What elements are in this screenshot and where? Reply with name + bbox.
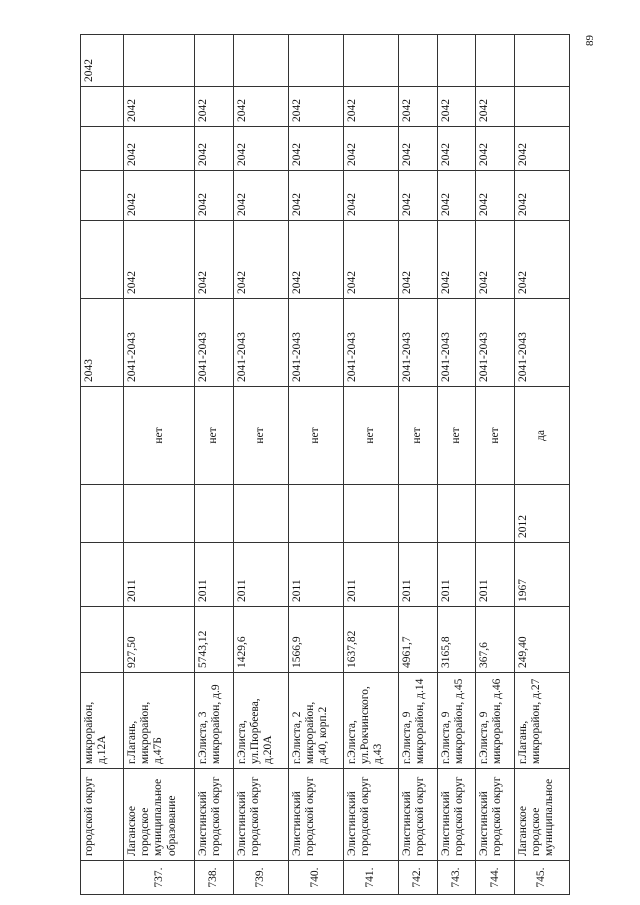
cell-c9: 2042 xyxy=(233,221,288,299)
table-row xyxy=(124,35,195,895)
cell-c11: 2042 xyxy=(437,127,476,171)
cell-address: г.Элиста, ул.Пюрбеева, д.20А xyxy=(233,673,288,769)
cell-c13 xyxy=(398,35,437,87)
cell-c12: 2042 xyxy=(195,87,234,127)
cell-c13: 2042 xyxy=(81,35,124,87)
cell-c13 xyxy=(233,35,288,87)
cell-c11: 2042 xyxy=(514,127,569,171)
cell-c12: 2042 xyxy=(343,87,398,127)
cell-period: 2041-2043 xyxy=(437,299,476,387)
cell-c10: 2042 xyxy=(288,171,343,221)
cell-period: 2041-2043 xyxy=(124,299,195,387)
cell-period: 2041-2043 xyxy=(233,299,288,387)
cell-c11: 2042 xyxy=(398,127,437,171)
cell-c9: 2042 xyxy=(437,221,476,299)
cell-c11: 2042 xyxy=(476,127,515,171)
cell-flag: нет xyxy=(124,387,195,485)
cell-square: 249,40 xyxy=(514,607,569,673)
cell-period: 2041-2043 xyxy=(514,299,569,387)
cell-year1: 2011 xyxy=(288,543,343,607)
table-row xyxy=(476,35,515,895)
cell-address: г.Элиста, 9 микрорайон, д.14 xyxy=(398,673,437,769)
cell-area: Элистинский городской округ xyxy=(437,769,476,861)
cell-c9: 2042 xyxy=(195,221,234,299)
cell-c13 xyxy=(514,35,569,87)
cell-no: 738. xyxy=(195,861,234,895)
table-row xyxy=(288,35,343,895)
table-row xyxy=(233,35,288,895)
cell-c10: 2042 xyxy=(476,171,515,221)
cell-year2 xyxy=(343,485,398,543)
cell-address: г.Элиста, 3 микрорайон, д.9 xyxy=(195,673,234,769)
table-row-continued xyxy=(81,35,124,895)
cell-square: 1637,82 xyxy=(343,607,398,673)
cell-area: Элистинский городской округ xyxy=(233,769,288,861)
cell-c10: 2042 xyxy=(514,171,569,221)
cell-no: 739. xyxy=(233,861,288,895)
cell-c9: 2042 xyxy=(343,221,398,299)
cell-c10: 2042 xyxy=(398,171,437,221)
cell-c12: 2042 xyxy=(233,87,288,127)
cell-area: Элистинский городской округ xyxy=(398,769,437,861)
cell-c11: 2042 xyxy=(195,127,234,171)
cell-address: г.Элиста, 9 микрорайон, д.46 xyxy=(476,673,515,769)
cell-address: г.Элиста, 9 микрорайон, д.45 xyxy=(437,673,476,769)
cell-c12 xyxy=(81,87,124,127)
cell-square: 367,6 xyxy=(476,607,515,673)
cell-year2 xyxy=(288,485,343,543)
cell-c10: 2042 xyxy=(233,171,288,221)
cell-c12: 2042 xyxy=(398,87,437,127)
cell-year2: 2012 xyxy=(514,485,569,543)
cell-address: г.Элиста, ул.Рокчинского, д.43 xyxy=(343,673,398,769)
cell-c9: 2042 xyxy=(124,221,195,299)
cell-c13 xyxy=(343,35,398,87)
cell-address: г.Лагань, микрорайон, д.47Б xyxy=(124,673,195,769)
cell-period: 2041-2043 xyxy=(476,299,515,387)
cell-area: городской округ xyxy=(81,769,124,861)
cell-period: 2041-2043 xyxy=(343,299,398,387)
cell-no: 745. xyxy=(514,861,569,895)
cell-c13 xyxy=(476,35,515,87)
table-row xyxy=(343,35,398,895)
cell-year1: 1967 xyxy=(514,543,569,607)
cell-year1: 2011 xyxy=(124,543,195,607)
cell-c9: 2042 xyxy=(288,221,343,299)
cell-c10: 2042 xyxy=(343,171,398,221)
cell-flag: нет xyxy=(288,387,343,485)
cell-c11 xyxy=(81,127,124,171)
cell-c11: 2042 xyxy=(288,127,343,171)
cell-period: 2043 xyxy=(81,299,124,387)
cell-no: 743. xyxy=(437,861,476,895)
cell-c9: 2042 xyxy=(398,221,437,299)
cell-c12: 2042 xyxy=(437,87,476,127)
cell-year2 xyxy=(233,485,288,543)
table-row xyxy=(398,35,437,895)
cell-address: микрорайон, д.12А xyxy=(81,673,124,769)
cell-area: Лаганское городское муниципальное xyxy=(514,769,569,861)
cell-year1: 2011 xyxy=(437,543,476,607)
cell-square: 5743,12 xyxy=(195,607,234,673)
page-number: 89 xyxy=(584,35,596,46)
cell-area: Элистинский городской округ xyxy=(288,769,343,861)
cell-flag: нет xyxy=(343,387,398,485)
cell-c12: 2042 xyxy=(124,87,195,127)
cell-c11: 2042 xyxy=(124,127,195,171)
table-row xyxy=(437,35,476,895)
cell-period: 2041-2043 xyxy=(398,299,437,387)
cell-c13 xyxy=(124,35,195,87)
cell-area: Лаганское городское муниципальное образование xyxy=(124,769,195,861)
cell-c9: 2042 xyxy=(514,221,569,299)
cell-square: 1429,6 xyxy=(233,607,288,673)
cell-c11: 2042 xyxy=(343,127,398,171)
cell-c10: 2042 xyxy=(124,171,195,221)
cell-period: 2041-2043 xyxy=(288,299,343,387)
cell-flag: нет xyxy=(476,387,515,485)
cell-year1: 2011 xyxy=(195,543,234,607)
cell-square: 927,50 xyxy=(124,607,195,673)
cell-c12: 2042 xyxy=(288,87,343,127)
cell-c9: 2042 xyxy=(476,221,515,299)
cell-no xyxy=(81,861,124,895)
cell-year2 xyxy=(124,485,195,543)
cell-square: 3165,8 xyxy=(437,607,476,673)
cell-c10 xyxy=(81,171,124,221)
rotated-table-wrapper xyxy=(80,35,570,895)
cell-no: 741. xyxy=(343,861,398,895)
cell-c12 xyxy=(514,87,569,127)
cell-year1: 2011 xyxy=(476,543,515,607)
cell-c10: 2042 xyxy=(195,171,234,221)
cell-c11: 2042 xyxy=(233,127,288,171)
cell-no: 742. xyxy=(398,861,437,895)
cell-c13 xyxy=(195,35,234,87)
cell-square: 1566,9 xyxy=(288,607,343,673)
cell-flag: нет xyxy=(437,387,476,485)
cell-square: 4961,7 xyxy=(398,607,437,673)
cell-address: г.Лагань, микрорайон, д.27 xyxy=(514,673,569,769)
cell-period: 2041-2043 xyxy=(195,299,234,387)
cell-year1: 2011 xyxy=(233,543,288,607)
data-table xyxy=(80,34,570,895)
cell-year1: 2011 xyxy=(398,543,437,607)
cell-flag: да xyxy=(514,387,569,485)
cell-c13 xyxy=(437,35,476,87)
cell-flag: нет xyxy=(195,387,234,485)
cell-area: Элистинский городской округ xyxy=(476,769,515,861)
cell-year2 xyxy=(81,485,124,543)
cell-c13 xyxy=(288,35,343,87)
cell-square xyxy=(81,607,124,673)
cell-year2 xyxy=(437,485,476,543)
cell-year1 xyxy=(81,543,124,607)
cell-year1: 2011 xyxy=(343,543,398,607)
table-row xyxy=(514,35,569,895)
cell-no: 737. xyxy=(124,861,195,895)
cell-c9 xyxy=(81,221,124,299)
cell-area: Элистинский городской округ xyxy=(195,769,234,861)
cell-c12: 2042 xyxy=(476,87,515,127)
cell-year2 xyxy=(195,485,234,543)
cell-year2 xyxy=(398,485,437,543)
cell-flag xyxy=(81,387,124,485)
cell-flag: нет xyxy=(233,387,288,485)
cell-c10: 2042 xyxy=(437,171,476,221)
cell-no: 740. xyxy=(288,861,343,895)
cell-no: 744. xyxy=(476,861,515,895)
cell-flag: нет xyxy=(398,387,437,485)
cell-address: г.Элиста, 2 микрорайон, д.40, корп.2 xyxy=(288,673,343,769)
cell-area: Элистинский городской округ xyxy=(343,769,398,861)
cell-year2 xyxy=(476,485,515,543)
table-row xyxy=(195,35,234,895)
